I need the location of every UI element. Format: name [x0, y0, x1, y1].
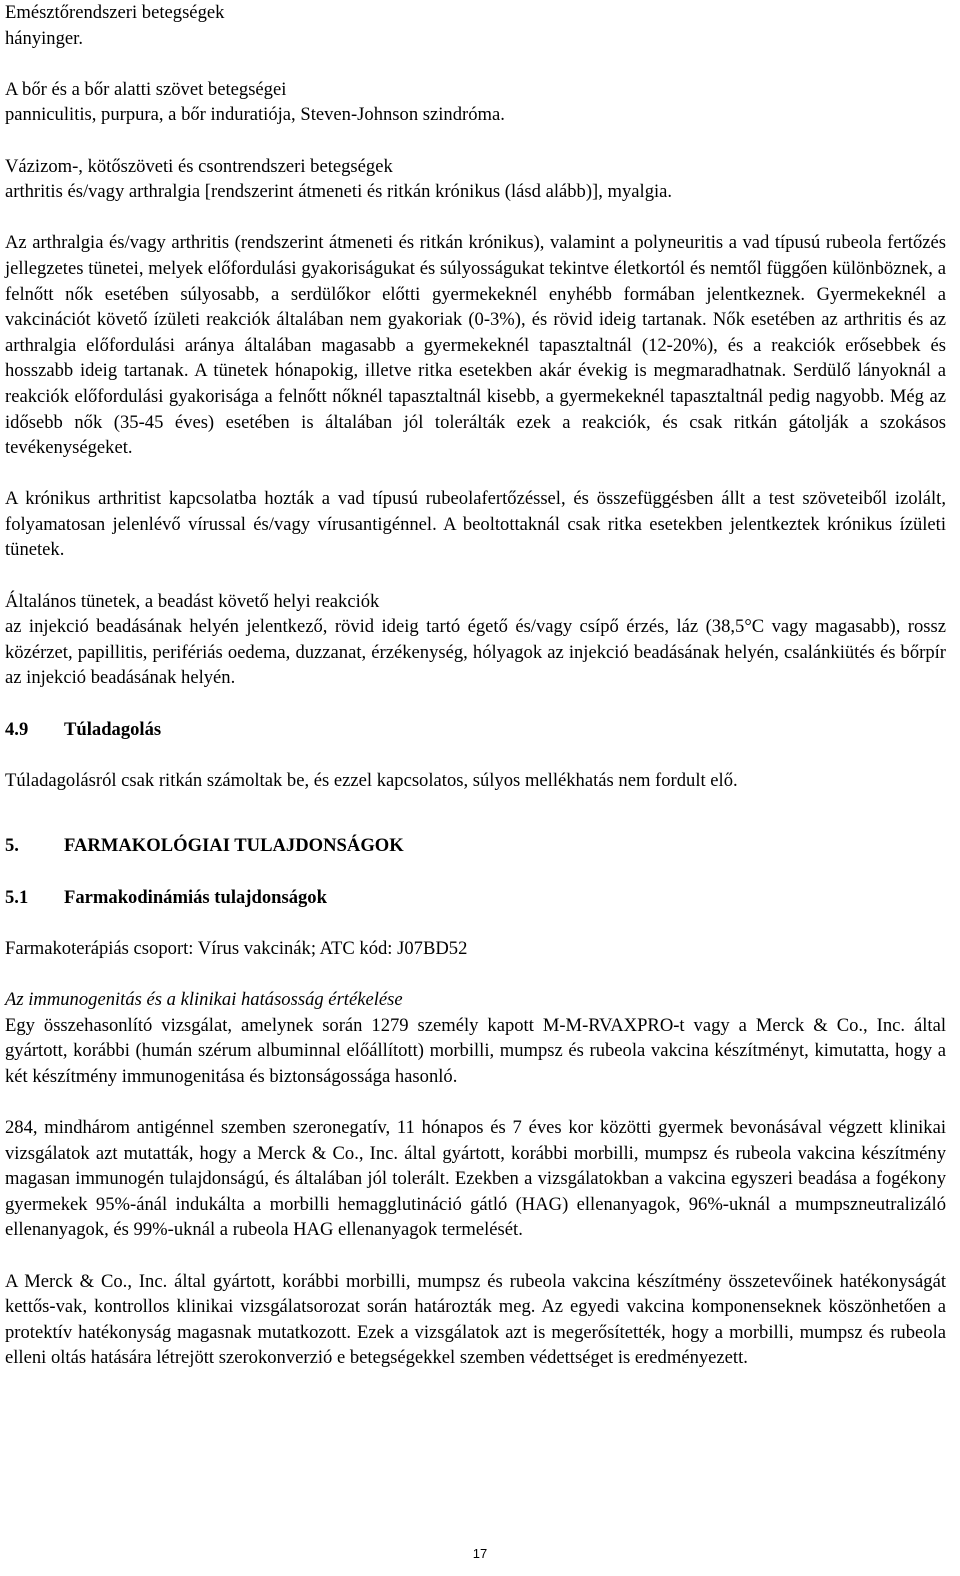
heading-pharmacological-title: FARMAKOLÓGIAI TULAJDONSÁGOK: [64, 835, 404, 857]
immunogenicity-paragraph-1: Egy összehasonlító vizsgálat, amelynek során 1279 személy kapott M-M-RVAXPRO-t vagy a Merck & Co., Inc. által gyártott, korábbi (humán szérum albuminnal előállított) morbilli, mumpsz és rubeola vakcina készítményt, kimutatta, hogy a két készítmény immunogenitása és biztonságossága hasonló.: [5, 1014, 946, 1087]
section-text-gi: hányinger.: [5, 27, 83, 49]
heading-overdose: [5, 717, 946, 743]
heading-overdose-number: 4.9: [5, 718, 29, 740]
page-number: 17: [472, 1546, 488, 1561]
heading-pharmacodynamic: [5, 885, 946, 911]
section-heading-musculo: Vázizom-, kötőszöveti és csontrendszeri betegségek: [5, 155, 393, 177]
immunogenicity-paragraph-3: A Merck & Co., Inc. által gyártott, korábbi morbilli, mumpsz és rubeola vakcina készítmény összetevőinek hatékonyságát kettős-vak, kontrollos klinikai vizsgálatsorozat során határozták meg. Az egyedi vakcina komponenseknek köszönhetően a protektív hatékonyság magasnak mutatkozott. Ezek a vizsgálatok azt is megerősítették, hogy a morbilli, mumpsz és rubeola elleni oltás hatására létrejött szerokonverzió e betegségekkel szemben védettséget is eredményezett.: [5, 1270, 946, 1369]
heading-pharmacological-number: 5.: [5, 835, 19, 857]
section-text-general: az injekció beadásának helyén jelentkező, rövid ideig tartó égető és/vagy csípő érzés, láz (38,5°C vagy magasabb), rossz közérzet, papillitis, perifériás oedema, duzzanat, érzékenység, hólyagok az injekció beadásának helyén, csalánkiütés és bőrpír az injekció beadásának helyén.: [5, 616, 946, 689]
heading-overdose-title: Túladagolás: [64, 718, 162, 740]
immunogenicity-heading: Az immunogenitás és a klinikai hatásosság értékelése: [5, 988, 403, 1010]
chronic-arthritis-paragraph: A krónikus arthritist kapcsolatba hozták a vad típusú rubeolafertőzéssel, és összefüggésben állt a test szöveteiből izolált, folyamatosan jelenlévő vírussal és/vagy vírusantigénnel. A beoltottaknál csak ritka esetekben jelentkeztek krónikus ízületi tünetek.: [5, 488, 946, 561]
section-heading-skin: A bőr és a bőr alatti szövet betegségei: [5, 78, 287, 100]
immunogenicity-paragraph-2: 284, mindhárom antigénnel szemben szeronegatív, 11 hónapos és 7 éves kor közötti gyermek bevonásával végzett klinikai vizsgálatok azt mutatták, hogy a Merck & Co., Inc. által gyártott, korábbi morbilli, mumpsz és rubeola vakcina készítmény magasan immunogén tulajdonságú, és általában jól tolerált. Ezekben a vizsgálatokban a vakcina egyszeri beadása a fogékony gyermekek 95%-ánál indukálta a morbilli hemagglutináció gátló (HAG) ellenanyagok, 96%-uknál a mumpszneutralizáló ellenanyagok, és 99%-uknál a rubeola HAG ellenanyagok termelését.: [5, 1116, 946, 1241]
heading-pharmacological: [5, 833, 946, 859]
overdose-text: Túladagolásról csak ritkán számoltak be, és ezzel kapcsolatos, súlyos mellékhatás nem fordult elő.: [5, 769, 738, 791]
arthralgia-paragraph: Az arthralgia és/vagy arthritis (rendszerint átmeneti és ritkán krónikus), valamint a polyneuritis a vad típusú rubeola fertőzés jellegzetes tünetei, melyek előfordulási gyakoriságukat és súlyosságukat tekintve életkortól és nemtől függően különböznek, a felnőtt nők esetében súlyosabb, a serdülőkor előtti gyermekeknél enyhébb formában jelentkeznek. Gyermekeknél a vakcinációt követő ízületi reakciók általában nem gyakoriak (0-3%), és rövid ideig tartanak. Nők esetében az arthritis és az arthralgia előfordulási aránya általában magasabb a gyermekeknél tapasztaltnál (12-20%), és a reakciók erősebbek és hosszabb ideig tartanak. A tünetek hónapokig, illetve ritka esetekben akár évekig is megmaradhatnak. Serdülő lányoknál a reakciók előfordulási gyakorisága a felnőtt nőknél tapasztaltnál kisebb, a gyermekeknél tapasztaltnál pedig nagyobb. Még az idősebb nők (35-45 éves) esetében is általában jól tolerálták ezek a reakciók, és csak ritkán gátolják a szokásos tevékenységeket.: [5, 232, 946, 459]
heading-pharmacodynamic-number: 5.1: [5, 886, 29, 908]
section-text-skin: panniculitis, purpura, a bőr induratiója, Steven-Johnson szindróma.: [5, 104, 505, 126]
heading-pharmacodynamic-title: Farmakodinámiás tulajdonságok: [64, 886, 327, 908]
section-heading-general: Általános tünetek, a beadást követő helyi reakciók: [5, 590, 380, 612]
pharmacotherapeutic-group: Farmakoterápiás csoport: Vírus vakcinák; ATC kód: J07BD52: [5, 937, 468, 959]
section-text-musculo: arthritis és/vagy arthralgia [rendszerint átmeneti és ritkán krónikus (lásd alább)], myalgia.: [5, 181, 673, 203]
section-heading-gi: Emésztőrendszeri betegségek: [5, 2, 225, 23]
